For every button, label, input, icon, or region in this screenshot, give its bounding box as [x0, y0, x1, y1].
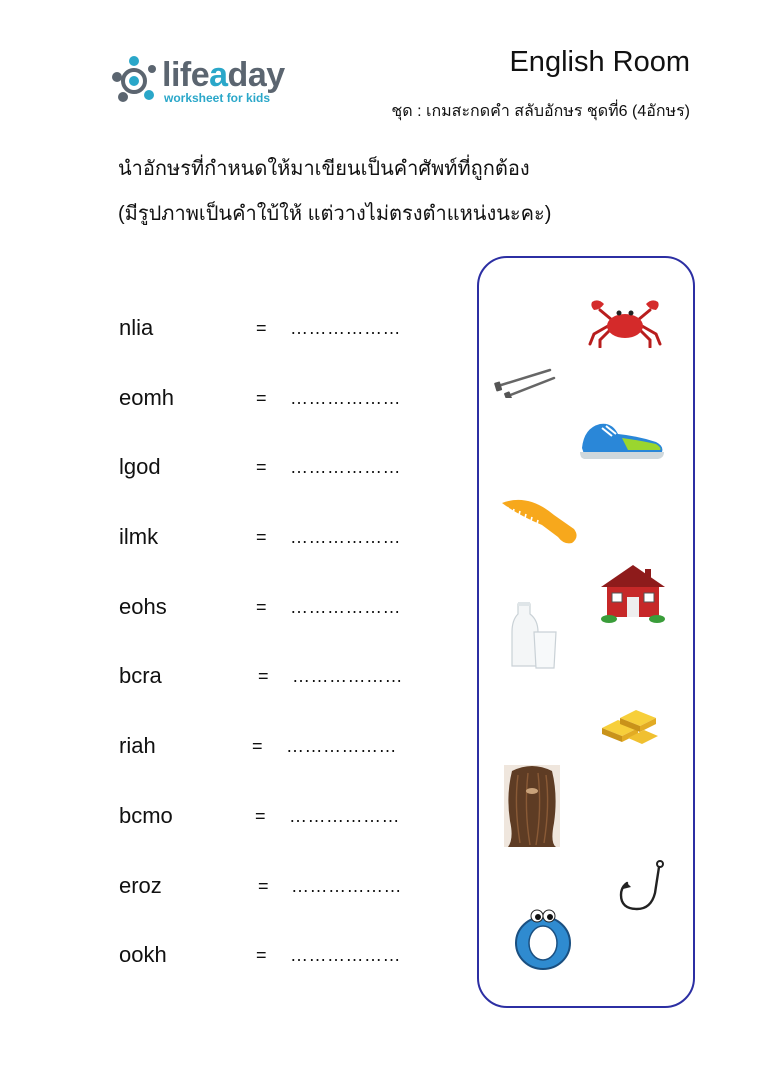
answer-blank[interactable]: ……………… — [290, 318, 401, 338]
logo-tagline: worksheet for kids — [164, 91, 271, 105]
scrambled-word: riah — [119, 733, 156, 758]
exercise-row — [119, 522, 439, 552]
scrambled-word: bcra — [119, 663, 162, 688]
equals-sign: = — [256, 597, 267, 617]
equals-sign: = — [256, 527, 267, 547]
scrambled-word: nlia — [119, 315, 154, 340]
exercise-row — [119, 313, 439, 343]
comb-icon — [498, 493, 580, 549]
exercise-row — [119, 592, 439, 622]
equals-sign: = — [258, 666, 269, 686]
logo-molecule-icon — [112, 55, 160, 105]
equals-sign: = — [256, 388, 267, 408]
instruction-line-2: (มีรูปภาพเป็นคำใบ้ให้ แต่วางไม่ตรงตำแหน่งนะคะ) — [118, 203, 552, 225]
nail-icon — [494, 366, 556, 398]
hair-icon — [504, 765, 560, 847]
answer-blank[interactable]: ……………… — [290, 457, 401, 477]
logo-wordmark: lifeaday — [162, 56, 285, 94]
answer-blank[interactable]: ……………… — [290, 945, 401, 965]
scrambled-word: eomh — [119, 385, 175, 410]
scrambled-word: ookh — [119, 942, 167, 967]
hook-icon — [615, 859, 667, 913]
equals-sign: = — [256, 457, 267, 477]
house-icon — [599, 561, 667, 623]
equals-sign: = — [258, 876, 269, 896]
page-title: English Room — [509, 46, 690, 78]
lifeaday-logo — [112, 55, 302, 107]
answer-blank[interactable]: ……………… — [291, 876, 402, 896]
equals-sign: = — [256, 945, 267, 965]
scrambled-word: eohs — [119, 594, 167, 619]
scrambled-word: ilmk — [119, 524, 159, 549]
instruction-line-1: นำอักษรที่กำหนดให้มาเขียนเป็นคำศัพท์ที่ถูกต้อง — [118, 158, 530, 180]
answer-blank[interactable]: ……………… — [289, 806, 400, 826]
crab-icon — [586, 296, 664, 348]
answer-blank[interactable]: ……………… — [286, 736, 397, 756]
equals-sign: = — [255, 806, 266, 826]
answer-blank[interactable]: ……………… — [290, 597, 401, 617]
exercise-row — [119, 871, 439, 901]
gold-icon — [598, 702, 660, 746]
exercise-row — [119, 731, 439, 761]
exercise-row — [119, 940, 439, 970]
exercise-row — [119, 801, 439, 831]
equals-sign: = — [256, 318, 267, 338]
exercise-row — [119, 383, 439, 413]
zero-icon — [512, 909, 574, 971]
shoe-icon — [578, 418, 666, 462]
milk-icon — [510, 602, 560, 670]
scrambled-word: bcmo — [119, 803, 173, 828]
worksheet-subtitle: ชุด : เกมสะกดคำ สลับอักษร ชุดที่6 (4อักษร) — [391, 103, 690, 120]
equals-sign: = — [252, 736, 263, 756]
scrambled-word: lgod — [119, 454, 161, 479]
answer-blank[interactable]: ……………… — [292, 666, 403, 686]
scrambled-word: eroz — [119, 873, 162, 898]
exercise-row — [119, 452, 439, 482]
exercise-row — [119, 661, 439, 691]
answer-blank[interactable]: ……………… — [290, 527, 401, 547]
answer-blank[interactable]: ……………… — [290, 388, 401, 408]
